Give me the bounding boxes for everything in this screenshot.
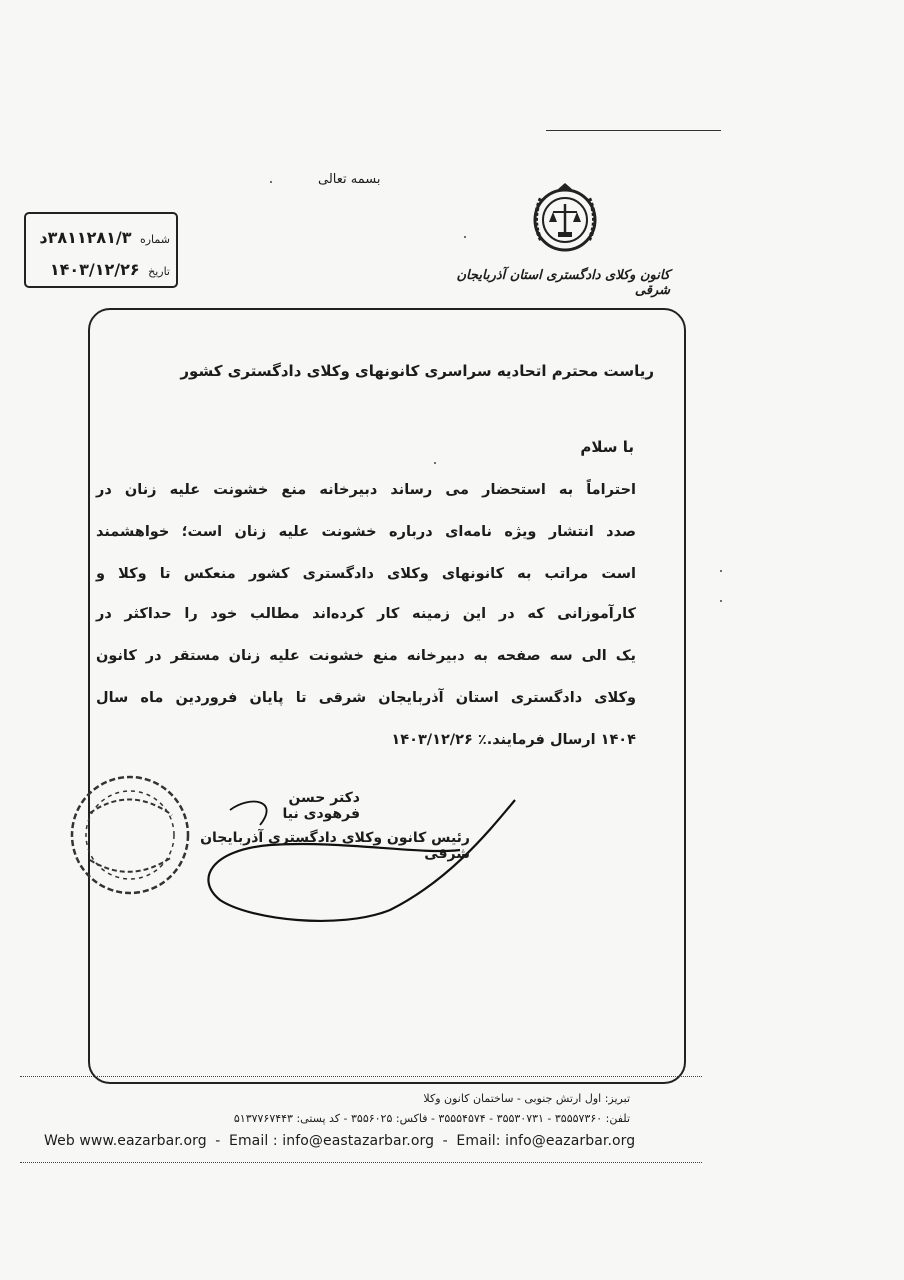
scan-speck bbox=[464, 236, 466, 238]
footer-separator: - bbox=[442, 1133, 448, 1149]
body-line: صدد انتشار ویژه نامه‌ای درباره خشونت علیه زنان است؛ خواهشمند bbox=[96, 524, 636, 540]
reference-box bbox=[24, 212, 178, 288]
scan-speck bbox=[270, 181, 272, 183]
body-line: است مراتب به کانونهای وکلای دادگستری کشور منعکس تا وکلا و bbox=[96, 566, 636, 582]
scan-speck bbox=[434, 462, 436, 464]
body-line: احتراماً به استحضار می رساند دبیرخانه منع خشونت علیه زنان در bbox=[96, 482, 636, 498]
footer-separator: - bbox=[215, 1133, 221, 1149]
body-line: وکلای دادگستری استان آذربایجان شرقی تا پایان فروردین ماه سال bbox=[96, 690, 636, 706]
signatory-title: رئیس کانون وکلای دادگستری آذربایجان شرقی bbox=[200, 830, 470, 862]
body-line: یک الی سه صفحه به دبیرخانه منع خشونت علیه زنان مستقر در کانون bbox=[96, 648, 636, 664]
footer-address: تبریز: اول ارتش جنوبی - ساختمان کانون وکلا bbox=[423, 1092, 630, 1105]
organization-name: کانون وکلای دادگستری استان آذربایجان شرقی bbox=[456, 268, 670, 298]
footer-divider-top bbox=[20, 1076, 702, 1077]
date-label: تاریخ bbox=[148, 265, 170, 278]
footer-website[interactable]: Web www.eazarbar.org bbox=[44, 1133, 207, 1149]
footer-email-secondary[interactable]: Email: info@eazarbar.org bbox=[456, 1133, 636, 1149]
greeting: با سلام bbox=[580, 438, 634, 456]
footer-phones: تلفن: ۳۵۵۵۷۳۶۰ - ۳۵۵۳۰۷۳۱ - ۳۵۵۵۴۵۷۴ - فاکس: ۳۵۵۶۰۲۵ - کد پستی: ۵۱۳۷۷۶۷۴۴۳ bbox=[233, 1112, 630, 1125]
bismillah-heading: بسمه تعالی bbox=[318, 172, 381, 187]
header-rule bbox=[546, 130, 721, 131]
body-line: ۱۴۰۴ ارسال فرمایند.٪ ۱۴۰۳/۱۲/۲۶ bbox=[391, 732, 636, 748]
body-line: کارآموزانی که در این زمینه کار کرده‌اند مطالب خود را حداکثر در bbox=[96, 606, 636, 622]
scales-of-justice-emblem-icon bbox=[525, 180, 605, 260]
scan-speck bbox=[720, 600, 722, 602]
reference-date-row bbox=[34, 260, 170, 279]
official-stamp-icon bbox=[60, 765, 200, 905]
reference-number-row bbox=[34, 228, 170, 247]
recipient-line: ریاست محترم اتحادیه سراسری کانونهای وکلای دادگستری کشور bbox=[180, 362, 654, 380]
footer-contacts bbox=[44, 1133, 644, 1149]
footer-email-primary[interactable]: Email : info@eastazarbar.org bbox=[229, 1133, 435, 1149]
date-value: ۱۴۰۳/۱۲/۲۶ bbox=[49, 260, 140, 279]
signatory-name: دکتر حسن فرهودی نیا bbox=[282, 790, 360, 822]
number-label: شماره bbox=[139, 233, 170, 246]
scan-speck bbox=[720, 570, 722, 572]
footer-divider-bottom bbox=[20, 1162, 702, 1163]
number-value: ۳۸۱۱۲۸۱/۳د bbox=[39, 228, 132, 247]
